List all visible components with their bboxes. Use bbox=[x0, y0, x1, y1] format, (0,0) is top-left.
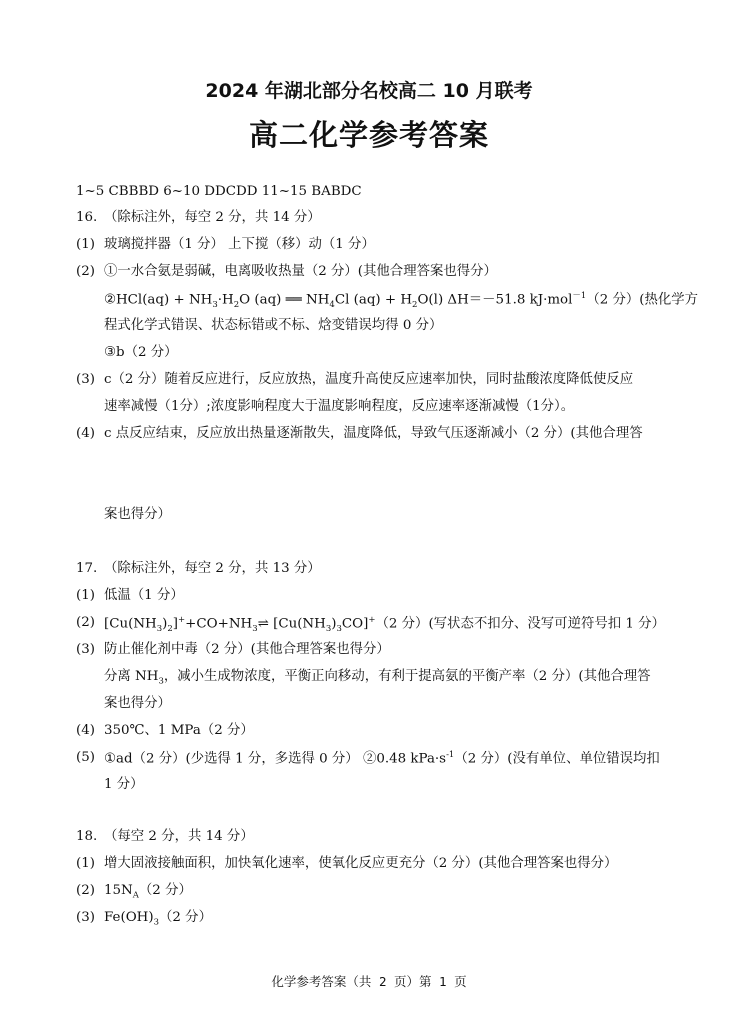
q16-number: 16. bbox=[76, 210, 98, 225]
q16-part2-answer-b-note: 程式化学式错误、状态标错或不标、焓变错误均得 0 分） bbox=[104, 318, 443, 333]
q17-part1-number: (1) bbox=[76, 588, 95, 603]
multiple-choice-answers: 1~5 CBBBD 6~10 DDCDD 11~15 BABDC bbox=[76, 184, 362, 199]
q16-part3-answer-line2: 速率减慢（1分）;浓度影响程度大于温度影响程度，反应速率逐渐减慢（1分）。 bbox=[104, 399, 575, 414]
q16-part1-answer: 玻璃搅拌器（1 分） 上下搅（移）动（1 分） bbox=[104, 237, 375, 252]
q18-part2-number: (2) bbox=[76, 883, 95, 898]
q17-number: 17. bbox=[76, 561, 98, 576]
q17-part3-answer-line3: 案也得分） bbox=[104, 696, 171, 711]
q17-part4-answer: 350℃、1 MPa（2 分） bbox=[104, 723, 254, 738]
q16-part4-answer-line2: 案也得分） bbox=[104, 507, 171, 522]
q16-part4-number: (4) bbox=[76, 426, 95, 441]
document-title: 高二化学参考答案 bbox=[248, 118, 489, 152]
q16-part2-answer-c: ③b（2 分） bbox=[104, 345, 178, 360]
q18-part3-answer: $Fe(OH)_3(2$ 分） bbox=[104, 910, 212, 928]
q16-part2-number: (2) bbox=[76, 264, 95, 279]
q17-part2-number: (2) bbox=[76, 615, 95, 630]
q18-part1-answer: 增大固液接触面积，加快氧化速率，使氧化反应更充分（2 分）(其他合理答案也得分） bbox=[104, 856, 618, 871]
q17-part1-answer: 低温（1 分） bbox=[104, 588, 184, 603]
q18-header: （每空 2 分，共 14 分） bbox=[104, 829, 254, 844]
q16-part2-answer-a: ①一水合氨是弱碱，电离吸收热量（2 分）(其他合理答案也得分） bbox=[104, 264, 497, 279]
exam-title: 2024 年湖北部分名校高二 10 月联考 bbox=[205, 80, 533, 102]
q17-part3-answer-line2: 分离 $NH_3$，减小生成物浓度，平衡正向移动，有利于提高氨的平衡产率（2 分）(其他合理答 bbox=[104, 669, 651, 687]
q17-part5-answer-line2: 1 分） bbox=[104, 777, 144, 792]
q16-part1-number: (1) bbox=[76, 237, 95, 252]
q17-part4-number: (4) bbox=[76, 723, 95, 738]
q16-part2-answer-b-equation: ②HCl(aq) + $NH_3\cdot H_2O$ (aq) ══ $NH_4Cl$ $(aq) + H_2O(l)$ ΔH＝－51.8 kJ·mol$^{-1}$（2 分）(热化学方 bbox=[104, 291, 699, 311]
q18-part2-answer: $15N_A(2$ 分） bbox=[104, 883, 192, 901]
q17-part2-answer-equation: $[Cu(NH_3)_2]^++CO+NH_3\rightleftharpoons$ $[Cu(NH_3)_3CO]^+(2$ 分）(写状态不扣分、没写可逆符号扣 1 分） bbox=[104, 615, 665, 635]
q16-part3-number: (3) bbox=[76, 372, 95, 387]
q18-part1-number: (1) bbox=[76, 856, 95, 871]
q17-part3-answer-line1: 防止催化剂中毒（2 分）(其他合理答案也得分） bbox=[104, 642, 390, 657]
q17-header: （除标注外，每空 2 分，共 13 分） bbox=[104, 561, 321, 576]
q16-part4-answer-line1: c 点反应结束，反应放出热量逐渐散失，温度降低，导致气压逐渐减小（2 分）(其他合理答 bbox=[104, 426, 643, 441]
q18-number: 18. bbox=[76, 829, 98, 844]
q18-part3-number: (3) bbox=[76, 910, 95, 925]
q17-part5-answer-line1: ①ad（2 分）(少选得 1 分，多选得 0 分） ②0.48 $kPa\cdot s^{-1}(2$ 分）(没有单位、单位错误均扣 bbox=[104, 750, 660, 767]
page-footer: 化学参考答案（共 2 页）第 1 页 bbox=[271, 974, 467, 989]
q17-part3-number: (3) bbox=[76, 642, 95, 657]
q16-header: （除标注外，每空 2 分，共 14 分） bbox=[104, 210, 321, 225]
q16-part3-answer-line1: c（2 分）随着反应进行，反应放热，温度升高使反应速率加快，同时盐酸浓度降低使反应 bbox=[104, 372, 634, 387]
q17-part5-number: (5) bbox=[76, 750, 95, 765]
